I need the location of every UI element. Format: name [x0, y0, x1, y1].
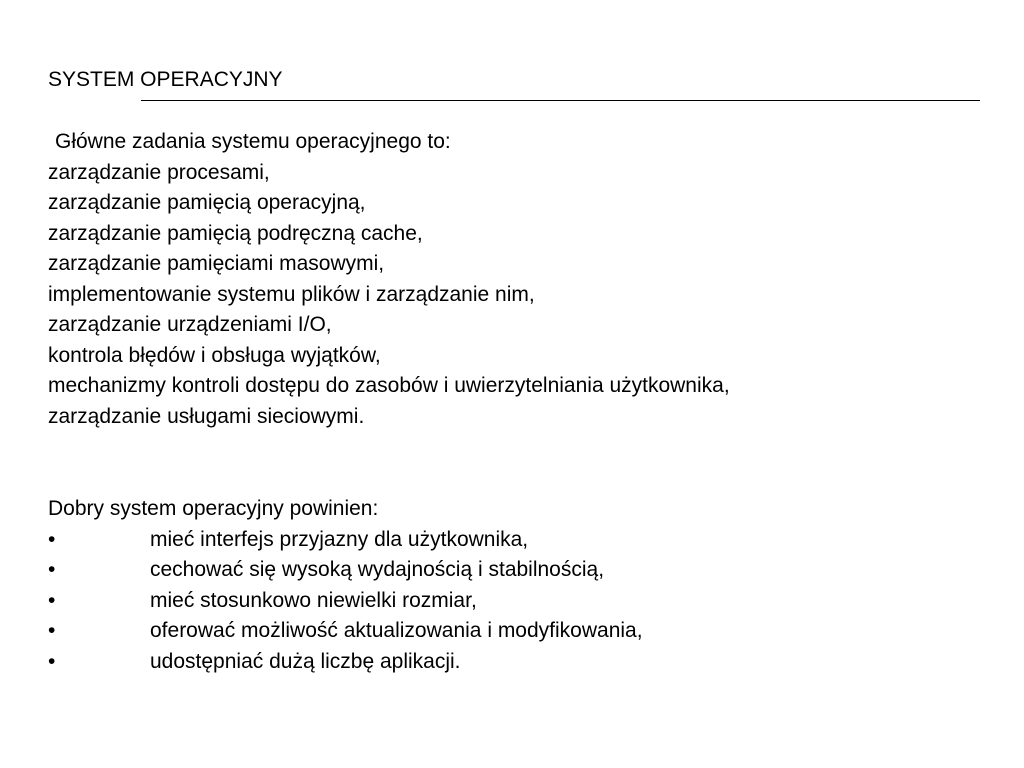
- quality-text: mieć interfejs przyjazny dla użytkownika,: [150, 527, 529, 551]
- bullet-icon: •: [48, 588, 56, 612]
- bullet-icon: •: [48, 649, 56, 673]
- bullet-icon: •: [48, 527, 56, 551]
- quality-item: [48, 616, 643, 647]
- quality-text: udostępniać dużą liczbę aplikacji.: [150, 649, 461, 673]
- qualities-list: [48, 525, 643, 678]
- task-item: zarządzanie usługami sieciowymi.: [48, 404, 365, 428]
- quality-item: [48, 586, 643, 617]
- bullet-icon: •: [48, 619, 56, 642]
- quality-text: cechować się wysoką wydajnością i stabilnością,: [150, 558, 605, 581]
- task-item: zarządzanie procesami,: [48, 160, 270, 184]
- quality-item: [48, 525, 643, 556]
- title-divider: [141, 100, 980, 101]
- task-item: zarządzanie pamięcią operacyjną,: [48, 191, 366, 214]
- tasks-intro: Główne zadania systemu operacyjnego to:: [55, 130, 451, 153]
- qualities-intro: Dobry system operacyjny powinien:: [48, 497, 379, 520]
- task-item: zarządzanie pamięcią podręczną cache,: [48, 221, 423, 245]
- task-item: implementowanie systemu plików i zarządzanie nim,: [48, 282, 535, 306]
- tasks-list: [48, 158, 730, 433]
- bullet-icon: •: [48, 558, 56, 581]
- quality-text: mieć stosunkowo niewielki rozmiar,: [150, 588, 477, 612]
- slide-title: SYSTEM OPERACYJNY: [48, 68, 283, 91]
- quality-item: [48, 647, 643, 678]
- task-item: mechanizmy kontroli dostępu do zasobów i uwierzytelniania użytkownika,: [48, 374, 730, 397]
- quality-text: oferować możliwość aktualizowania i modyfikowania,: [150, 619, 643, 642]
- quality-item: [48, 555, 643, 586]
- task-item: zarządzanie urządzeniami I/O,: [48, 313, 332, 336]
- tasks-section: [48, 127, 730, 432]
- qualities-section: [48, 494, 643, 677]
- task-item: zarządzanie pamięciami masowymi,: [48, 252, 385, 275]
- task-item: kontrola błędów i obsługa wyjątków,: [48, 343, 381, 367]
